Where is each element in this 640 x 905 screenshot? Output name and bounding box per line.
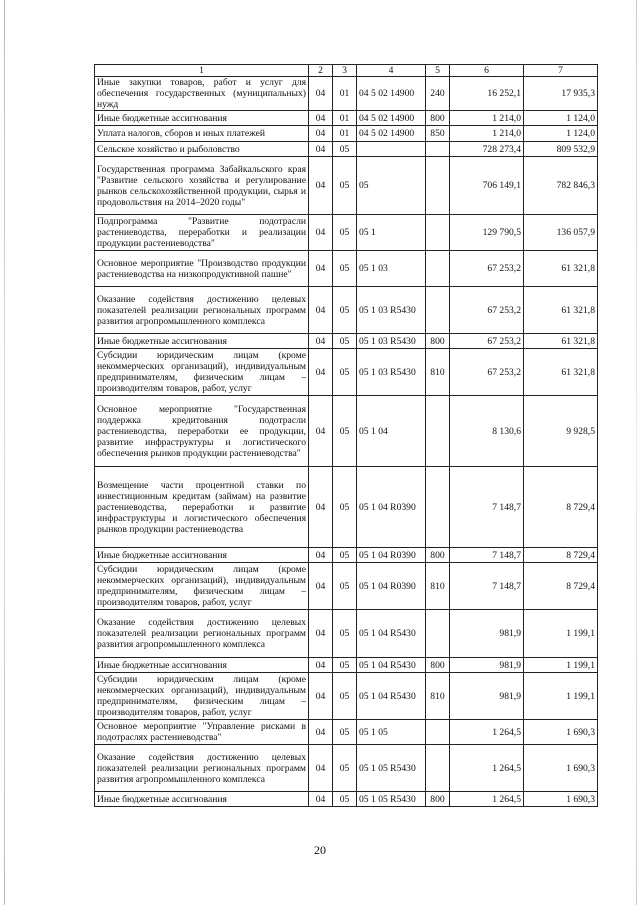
scan-edge-right [636,0,637,905]
row-target-article: 05 1 04 R5430 [357,658,426,673]
table-row [95,745,598,792]
row-subsection: 05 [333,215,357,251]
row-expense-type: 850 [426,126,450,142]
row-expense-type [426,745,450,792]
row-name: Основное мероприятие "Государственная поддержка кредитования подотрасли растениеводства, переработки ее продукции, развитие инфраструктуры и логистического обеспечения рынков продукции растениеводства" [95,396,309,467]
row-target-article: 04 5 02 14900 [357,126,426,142]
row-section: 04 [309,77,333,111]
row-amount-col7: 8 729,4 [524,548,598,563]
row-name: Иные бюджетные ассигнования [95,792,309,807]
row-amount-col7: 61 321,8 [524,251,598,287]
row-target-article: 05 1 03 R5430 [357,287,426,334]
row-amount-col7: 61 321,8 [524,287,598,334]
row-target-article: 05 [357,157,426,215]
row-subsection: 05 [333,396,357,467]
row-amount-col7: 1 690,3 [524,720,598,745]
row-section: 04 [309,548,333,563]
row-section: 04 [309,792,333,807]
row-target-article: 05 1 04 R5430 [357,610,426,658]
row-amount-col6: 1 214,0 [450,126,524,142]
row-expense-type: 810 [426,563,450,610]
row-section: 04 [309,720,333,745]
row-expense-type [426,720,450,745]
row-subsection: 05 [333,658,357,673]
row-target-article: 05 1 04 R0390 [357,548,426,563]
row-amount-col6: 67 253,2 [450,251,524,287]
row-target-article: 05 1 [357,215,426,251]
row-target-article: 05 1 03 R5430 [357,334,426,349]
row-expense-type [426,287,450,334]
row-name: Оказание содействия достижению целевых показателей реализации региональных программ развития агропромышленного комплекса [95,745,309,792]
table-row [95,126,598,142]
row-section: 04 [309,142,333,157]
header-col-5: 5 [426,65,450,77]
row-expense-type [426,142,450,157]
table-row [95,142,598,157]
budget-table [94,64,598,807]
table-row [95,215,598,251]
row-amount-col6: 981,9 [450,658,524,673]
table-row [95,287,598,334]
row-expense-type: 810 [426,673,450,720]
row-name: Сельское хозяйство и рыболовство [95,142,309,157]
row-amount-col6: 1 214,0 [450,111,524,126]
row-amount-col7: 136 057,9 [524,215,598,251]
row-amount-col7: 8 729,4 [524,467,598,548]
row-section: 04 [309,396,333,467]
row-section: 04 [309,467,333,548]
row-expense-type [426,251,450,287]
row-amount-col7: 1 124,0 [524,111,598,126]
table-header-row [95,65,598,77]
row-section: 04 [309,349,333,396]
row-expense-type: 810 [426,349,450,396]
row-target-article: 04 5 02 14900 [357,111,426,126]
row-subsection: 05 [333,251,357,287]
row-section: 04 [309,658,333,673]
row-amount-col7: 1 199,1 [524,610,598,658]
row-expense-type [426,467,450,548]
row-name: Основное мероприятие "Управление рисками в подотраслях растениеводства" [95,720,309,745]
row-subsection: 05 [333,792,357,807]
row-expense-type: 800 [426,334,450,349]
table-row [95,792,598,807]
header-col-3: 3 [333,65,357,77]
row-section: 04 [309,673,333,720]
row-subsection: 01 [333,111,357,126]
row-target-article: 05 1 04 R0390 [357,563,426,610]
page-number: 20 [314,843,326,857]
row-target-article: 05 1 03 R5430 [357,349,426,396]
row-expense-type [426,157,450,215]
row-amount-col7: 809 532,9 [524,142,598,157]
row-amount-col7: 17 935,3 [524,77,598,111]
row-subsection: 05 [333,745,357,792]
row-subsection: 05 [333,548,357,563]
row-amount-col6: 1 264,5 [450,792,524,807]
row-amount-col6: 981,9 [450,610,524,658]
row-name: Государственная программа Забайкальского края "Развитие сельского хозяйства и регулирование рынков сельскохозяйственной продукции, сырья и продовольствия на 2014–2020 годы" [95,157,309,215]
row-amount-col7: 1 199,1 [524,658,598,673]
row-expense-type: 240 [426,77,450,111]
row-section: 04 [309,251,333,287]
row-subsection: 05 [333,610,357,658]
row-section: 04 [309,334,333,349]
row-section: 04 [309,126,333,142]
row-amount-col6: 7 148,7 [450,467,524,548]
row-amount-col6: 67 253,2 [450,287,524,334]
row-amount-col6: 7 148,7 [450,563,524,610]
row-expense-type [426,396,450,467]
row-section: 04 [309,563,333,610]
row-subsection: 05 [333,349,357,396]
row-expense-type: 800 [426,792,450,807]
row-target-article: 05 1 04 [357,396,426,467]
scan-edge-left [4,0,5,905]
table-row [95,77,598,111]
row-name: Субсидии юридическим лицам (кроме некоммерческих организаций), индивидуальным предпринимателям, физическим лицам – производителям товаров, работ, услуг [95,349,309,396]
row-name: Иные закупки товаров, работ и услуг для обеспечения государственных (муниципальных) нужд [95,77,309,111]
row-amount-col6: 728 273,4 [450,142,524,157]
header-col-7: 7 [524,65,598,77]
row-amount-col6: 67 253,2 [450,349,524,396]
row-target-article: 05 1 03 [357,251,426,287]
header-col-6: 6 [450,65,524,77]
row-amount-col6: 16 252,1 [450,77,524,111]
row-amount-col7: 61 321,8 [524,349,598,396]
row-section: 04 [309,287,333,334]
row-name: Оказание содействия достижению целевых показателей реализации региональных программ развития агропромышленного комплекса [95,287,309,334]
table-row [95,111,598,126]
row-amount-col7: 1 199,1 [524,673,598,720]
table-row [95,334,598,349]
row-name: Субсидии юридическим лицам (кроме некоммерческих организаций), индивидуальным предпринимателям, физическим лицам – производителям товаров, работ, услуг [95,563,309,610]
row-amount-col6: 67 253,2 [450,334,524,349]
header-col-4: 4 [357,65,426,77]
row-target-article: 05 1 05 R5430 [357,745,426,792]
table-row [95,467,598,548]
row-section: 04 [309,745,333,792]
row-amount-col6: 8 130,6 [450,396,524,467]
table-row [95,658,598,673]
table-row [95,673,598,720]
row-subsection: 05 [333,287,357,334]
row-section: 04 [309,157,333,215]
row-name: Возмещение части процентной ставки по инвестиционным кредитам (займам) на развитие растениеводства, переработки и развитие инфраструктуры и логистического обеспечения рынков продукции растениеводства [95,467,309,548]
row-expense-type: 800 [426,658,450,673]
row-amount-col6: 706 149,1 [450,157,524,215]
table-body [95,77,598,807]
table-row [95,251,598,287]
row-section: 04 [309,215,333,251]
row-name: Субсидии юридическим лицам (кроме некоммерческих организаций), индивидуальным предпринимателям, физическим лицам – производителям товаров, работ, услуг [95,673,309,720]
row-section: 04 [309,610,333,658]
row-name: Иные бюджетные ассигнования [95,658,309,673]
table-row [95,720,598,745]
row-subsection: 01 [333,126,357,142]
row-target-article: 05 1 05 R5430 [357,792,426,807]
row-target-article: 05 1 04 R0390 [357,467,426,548]
row-name: Уплата налогов, сборов и иных платежей [95,126,309,142]
row-amount-col7: 61 321,8 [524,334,598,349]
row-subsection: 05 [333,467,357,548]
row-amount-col6: 1 264,5 [450,745,524,792]
row-name: Оказание содействия достижению целевых показателей реализации региональных программ развития агропромышленного комплекса [95,610,309,658]
row-name: Основное мероприятие "Производство продукции растениеводства на низкопродуктивной пашне" [95,251,309,287]
row-name: Подпрограмма "Развитие подотрасли растениеводства, переработки и реализации продукции растениеводства" [95,215,309,251]
row-subsection: 05 [333,720,357,745]
row-amount-col7: 9 928,5 [524,396,598,467]
row-expense-type: 800 [426,548,450,563]
row-subsection: 05 [333,563,357,610]
row-amount-col6: 981,9 [450,673,524,720]
table-row [95,548,598,563]
row-amount-col7: 782 846,3 [524,157,598,215]
row-amount-col7: 1 690,3 [524,745,598,792]
row-target-article: 04 5 02 14900 [357,77,426,111]
row-subsection: 01 [333,77,357,111]
row-amount-col7: 1 690,3 [524,792,598,807]
header-col-1: 1 [95,65,309,77]
table-row [95,349,598,396]
row-subsection: 05 [333,157,357,215]
row-expense-type: 800 [426,111,450,126]
row-name: Иные бюджетные ассигнования [95,548,309,563]
row-amount-col7: 1 124,0 [524,126,598,142]
table-row [95,610,598,658]
row-amount-col6: 1 264,5 [450,720,524,745]
row-name: Иные бюджетные ассигнования [95,334,309,349]
row-target-article: 05 1 05 [357,720,426,745]
row-subsection: 05 [333,142,357,157]
row-target-article [357,142,426,157]
row-expense-type [426,215,450,251]
row-subsection: 05 [333,334,357,349]
row-amount-col6: 7 148,7 [450,548,524,563]
row-expense-type [426,610,450,658]
row-name: Иные бюджетные ассигнования [95,111,309,126]
table-row [95,157,598,215]
table-row [95,396,598,467]
row-subsection: 05 [333,673,357,720]
table-row [95,563,598,610]
row-amount-col7: 8 729,4 [524,563,598,610]
row-target-article: 05 1 04 R5430 [357,673,426,720]
row-amount-col6: 129 790,5 [450,215,524,251]
header-col-2: 2 [309,65,333,77]
row-section: 04 [309,111,333,126]
